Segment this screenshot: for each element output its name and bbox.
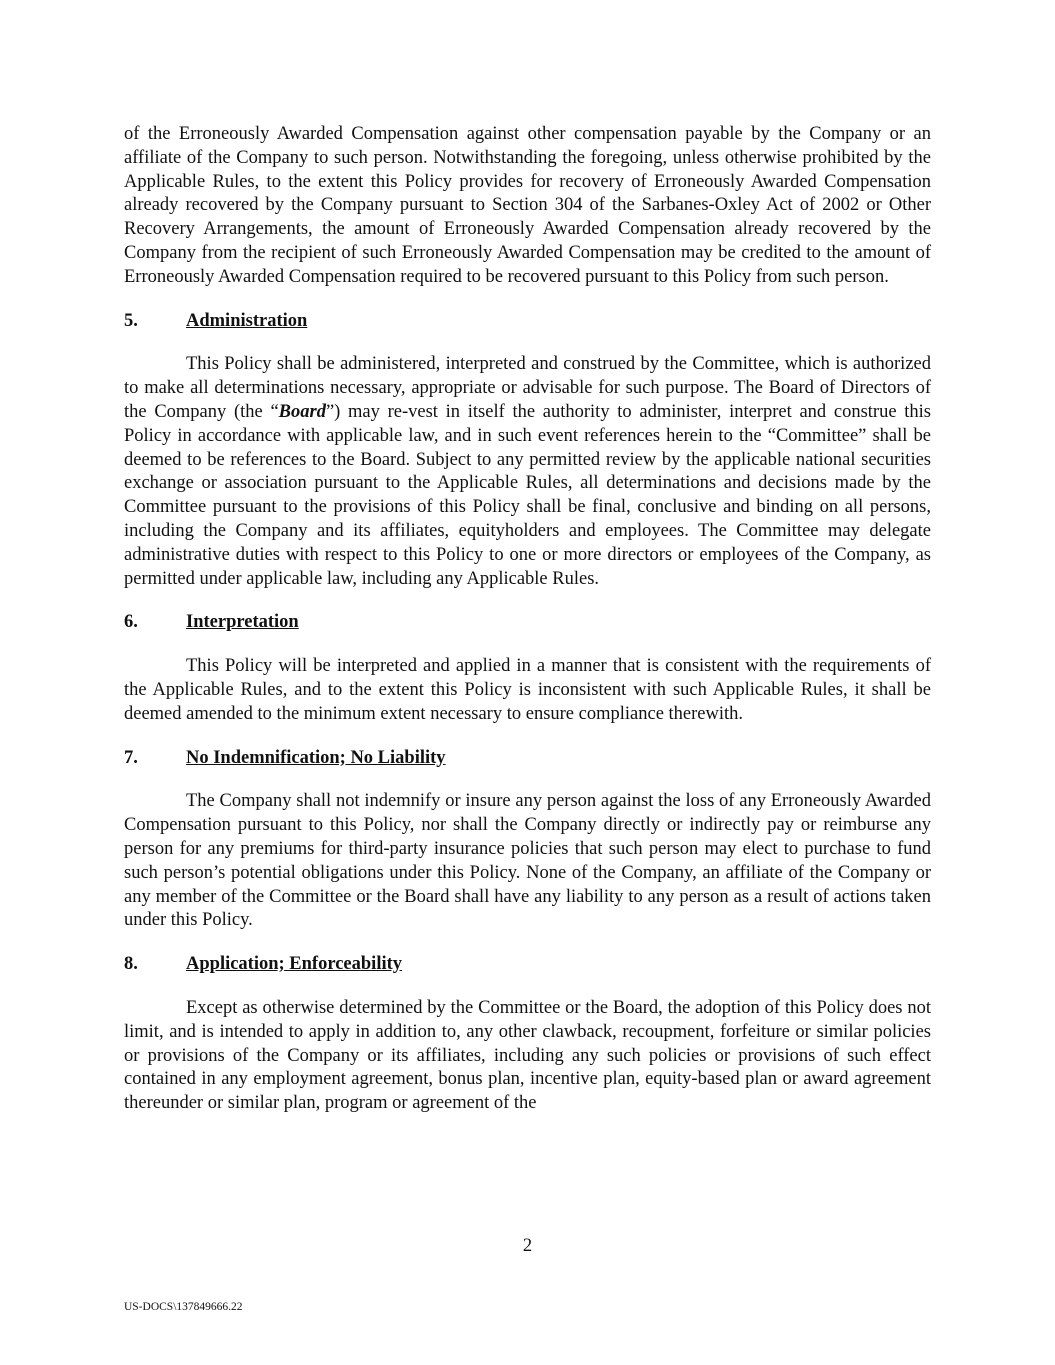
section-paragraph-administration <box>124 353 931 591</box>
intro-paragraph: of the Erroneously Awarded Compensation against other compensation payable by the Company or an affiliate of the Company to such person. Notwithstanding the foregoing, unless otherwise prohibited by the Applicable Rules, to the extent this Policy provides for recovery of Erroneously Awarded Compensation already recovered by the Company pursuant to Section 304 of the Sarbanes-Oxley Act of 2002 or Other Recovery Arrangements, the amount of Erroneously Awarded Compensation already recovered by the Company from the recipient of such Erroneously Awarded Compensation may be credited to the amount of Erroneously Awarded Compensation required to be recovered pursuant to this Policy from such person. <box>124 124 931 287</box>
section-number: 5. <box>124 310 138 331</box>
section-paragraph-application: Except as otherwise determined by the Committee or the Board, the adoption of this Policy does not limit, and is intended to apply in addition to, any other clawback, recoupment, forfeiture or similar policies or provisions of the Company or its affiliates, including any such policies or provisions of such effect contained in any employment agreement, bonus plan, incentive plan, equity-based plan or award agreement thereunder or similar plan, program or agreement of the <box>124 997 931 1114</box>
section-heading-administration <box>124 310 931 334</box>
section-number: 7. <box>124 747 138 768</box>
paragraph-text: This Policy shall be administered, interpreted and construed by the Committee, which is authorized to make all determinations necessary, appropriate or advisable for such purpose. The Board of Directors of the Company (the “ <box>124 354 931 422</box>
section-heading-interpretation <box>124 611 931 635</box>
section-paragraph-no-indemnification: The Company shall not indemnify or insure any person against the loss of any Erroneously Awarded Compensation pursuant to this Policy, nor shall the Company directly or indirectly pay or reimburse any person for any premiums for third-party insurance policies that such person may elect to purchase to fund such person’s potential obligations under this Policy. None of the Company, an affiliate of the Company or any member of the Committee or the Board shall have any liability to any person as a result of actions taken under this Policy. <box>124 791 931 931</box>
section-heading-no-indemnification <box>124 747 931 771</box>
document-body <box>124 123 931 1116</box>
document-id: US-DOCS\137849666.22 <box>124 1301 243 1313</box>
defined-term: Board <box>278 401 326 422</box>
section-number: 8. <box>124 954 138 975</box>
section-heading-application <box>124 953 931 977</box>
section-number: 6. <box>124 612 138 633</box>
section-paragraph-interpretation: This Policy will be interpreted and applied in a manner that is consistent with the requirements of the Applicable Rules, and to the extent this Policy is inconsistent with such Applicable Rules, it shall be deemed amended to the minimum extent necessary to ensure compliance therewith. <box>124 656 931 724</box>
section-title: Administration <box>186 310 308 331</box>
page-number: 2 <box>522 1236 533 1256</box>
paragraph-text: ”) may re-vest in itself the authority to administer, interpret and construe this Policy in accordance with applicable law, and in such event references herein to the “Committee” shall be deemed to be references to the Board. Subject to any permitted review by the applicable national securities exchange or association pursuant to the Applicable Rules, all determinations and decisions made by the Committee pursuant to the provisions of this Policy shall be final, conclusive and binding on all persons, including the Company and its affiliates, equityholders and employees. The Committee may delegate administrative duties with respect to this Policy to one or more directors or employees of the Company, as permitted under applicable law, including any Applicable Rules. <box>124 401 931 589</box>
section-title: Application; Enforceability <box>186 954 403 975</box>
section-title: No Indemnification; No Liability <box>186 747 446 768</box>
section-title: Interpretation <box>186 612 299 633</box>
